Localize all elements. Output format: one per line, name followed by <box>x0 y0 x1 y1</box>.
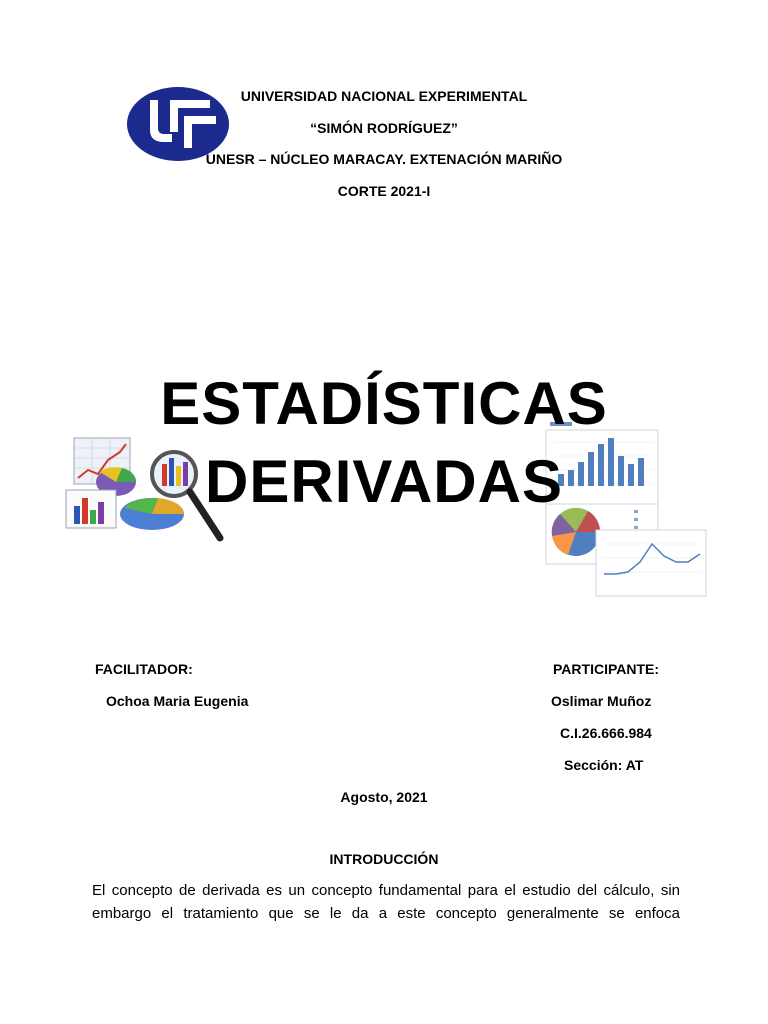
header-university: UNIVERSIDAD NACIONAL EXPERIMENTAL <box>240 88 528 104</box>
intro-paragraph <box>92 879 680 925</box>
header-university-name: “SIMÓN RODRÍGUEZ” <box>310 120 458 136</box>
participant-id: C.I.26.666.984 <box>560 725 652 741</box>
facilitator-label: FACILITADOR: <box>95 661 193 677</box>
participant-section: Sección: AT <box>564 757 644 773</box>
document-title-line1: ESTADÍSTICAS <box>160 370 608 437</box>
facilitator-name: Ochoa Maria Eugenia <box>106 693 249 709</box>
participant-name: Oslimar Muñoz <box>551 693 652 709</box>
header-nucleus: UNESR – NÚCLEO MARACAY. EXTENACIÓN MARIÑO <box>205 151 563 167</box>
document-date: Agosto, 2021 <box>340 789 428 805</box>
section-heading: INTRODUCCIÓN <box>329 851 439 867</box>
header-term: CORTE 2021-I <box>337 183 431 199</box>
participant-label: PARTICIPANTE: <box>553 661 660 677</box>
intro-line: embargo el tratamiento que se le da a este concepto generalmente se enfoca <box>92 905 680 922</box>
intro-line: El concepto de derivada es un concepto fundamental para el estudio del cálculo, sin <box>92 882 680 899</box>
document-title-line2: DERIVADAS <box>205 448 563 515</box>
